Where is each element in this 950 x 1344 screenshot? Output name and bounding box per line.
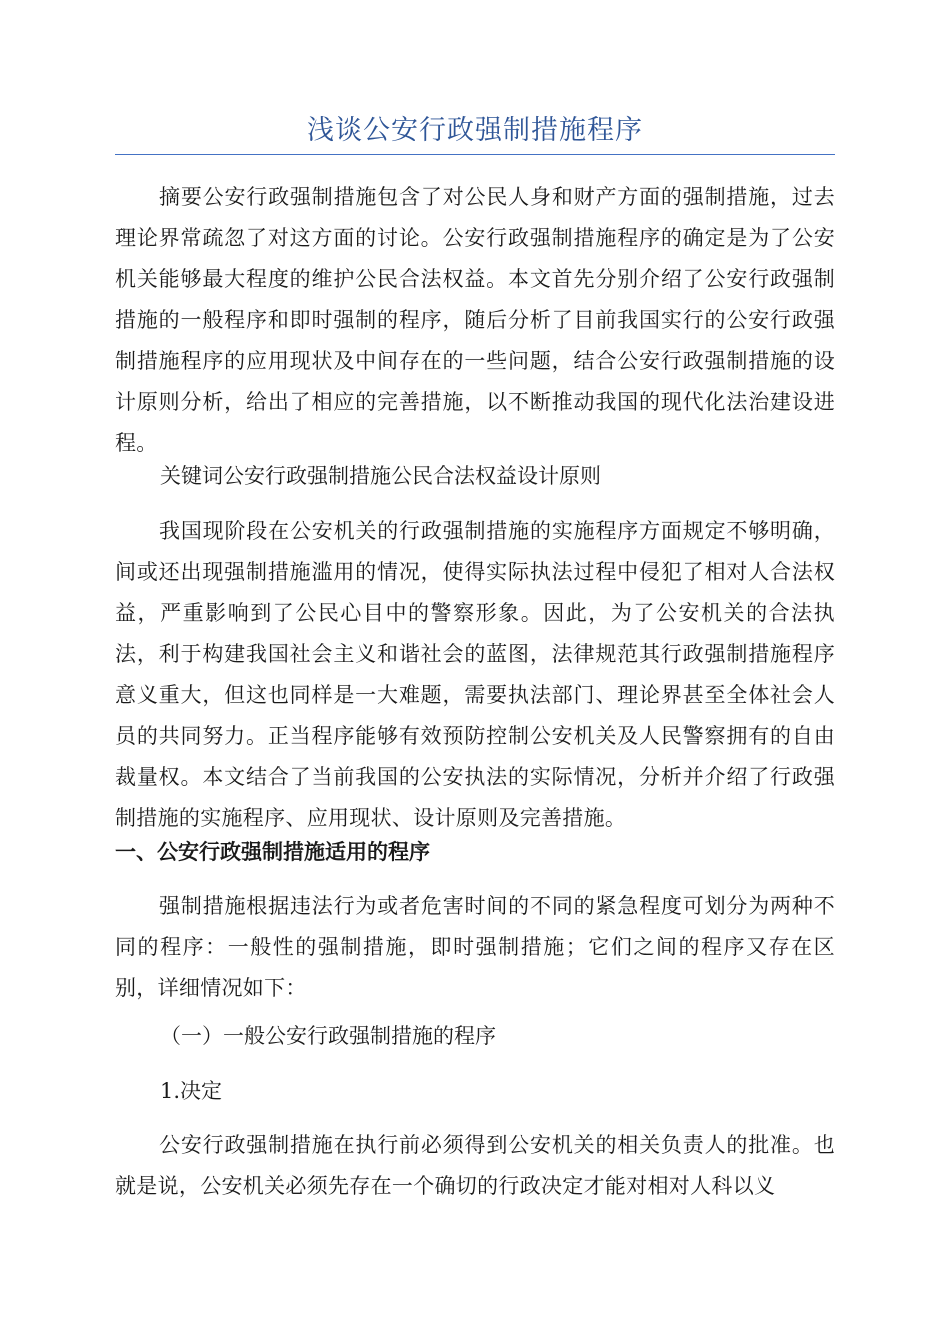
section-1-paragraph: 强制措施根据违法行为或者危害时间的不同的紧急程度可划分为两种不同的程序：一般性的强制措施，即时强制措施；它们之间的程序又存在区别，详细情况如下： [115, 894, 835, 1000]
document-title: 浅谈公安行政强制措施程序 [307, 115, 643, 146]
item-1-heading: 1.决定 [160, 1079, 223, 1103]
keywords-line: 关键词公安行政强制措施公民合法权益设计原则 [160, 464, 601, 488]
intro-paragraph: 我国现阶段在公安机关的行政强制措施的实施程序方面规定不够明确，间或还出现强制措施滥用的情况，使得实际执法过程中侵犯了相对人合法权益，严重影响到了公民心目中的警察形象。因此，为了公安机关的合法执法，利于构建我国社会主义和谐社会的蓝图，法律规范其行政强制措施程序意义重大，但这也同样是一大难题，需要执法部门、理论界甚至全体社会人员的共同努力。正当程序能够有效预防控制公安机关及人民警察拥有的自由裁量权。本文结合了当前我国的公安执法的实际情况，分析并介绍了行政强制措施的实施程序、应用现状、设计原则及完善措施。 [115, 519, 835, 830]
abstract-paragraph: 摘要公安行政强制措施包含了对公民人身和财产方面的强制措施，过去理论界常疏忽了对这方面的讨论。公安行政强制措施程序的确定是为了公安机关能够最大程度的维护公民合法权益。本文首先分别介绍了公安行政强制措施的一般程序和即时强制的程序，随后分析了目前我国实行的公安行政强制措施程序的应用现状及中间存在的一些问题，结合公安行政强制措施的设计原则分析，给出了相应的完善措施，以不断推动我国的现代化法治建设进程。 [115, 185, 835, 455]
subsection-1-heading: （一）一般公安行政强制措施的程序 [160, 1024, 496, 1048]
title-underline [115, 154, 835, 155]
item-1-paragraph: 公安行政强制措施在执行前必须得到公安机关的相关负责人的批准。也就是说，公安机关必须先存在一个确切的行政决定才能对相对人科以义 [115, 1133, 835, 1198]
section-1-heading: 一、公安行政强制措施适用的程序 [115, 839, 430, 864]
